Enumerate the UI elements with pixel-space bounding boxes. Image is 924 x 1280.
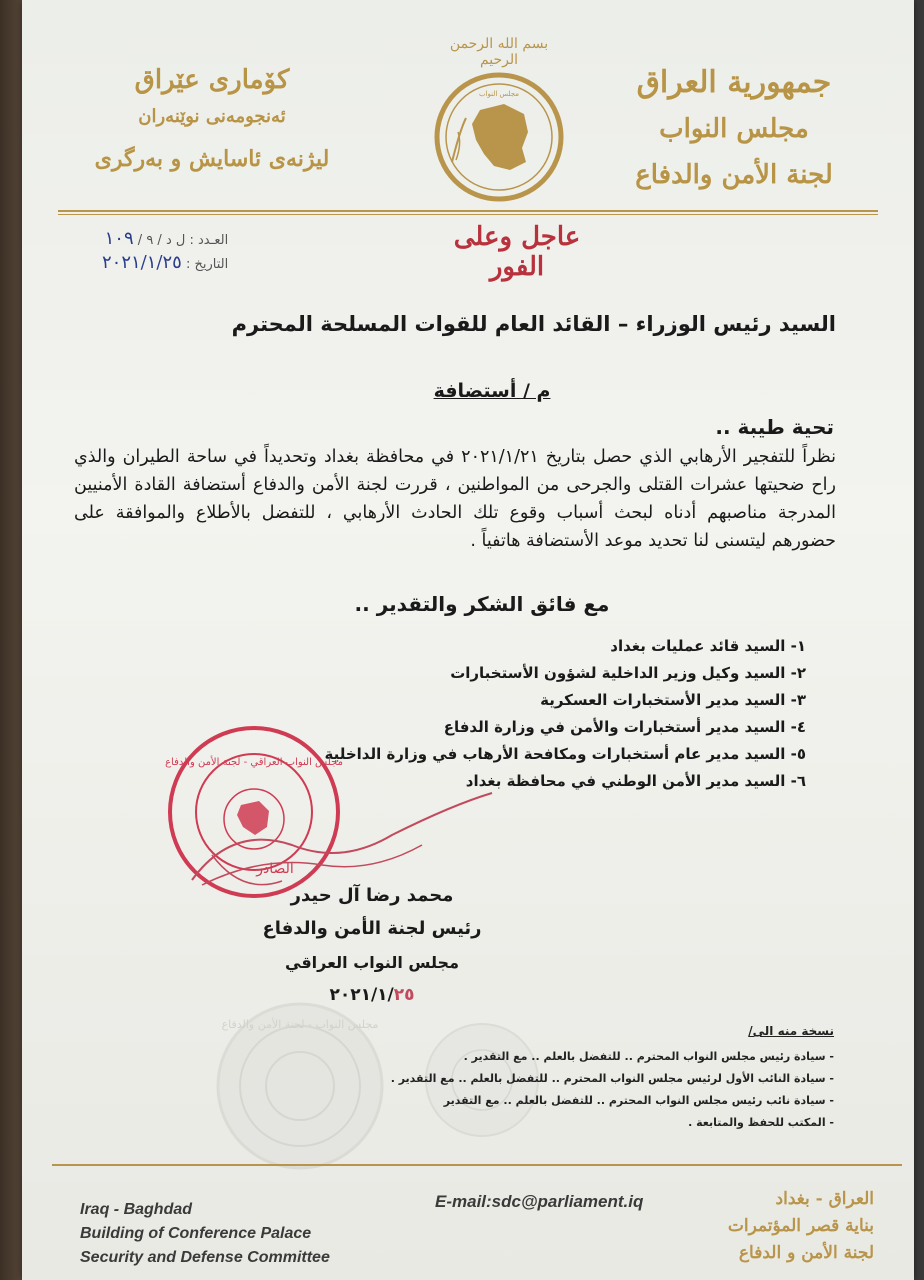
body-paragraph: نظراً للتفجير الأرهابي الذي حصل بتاريخ ٢٠٢١/١/٢١ في محافظة بغداد وتحديداً في ساحة الطيران والذي راح ضحيتها عشرات القتلى والجرحى من المواطنين ، قررت لجنة الأمن والدفاع أستضافة القادة الأمنيين المدرجة مناصبهم أدناه لبحث أسباب وقوع تلك الحادث الأرهابي ، للتفضل بالأطلاع والموافقة على حضورهم ليتسنى لنا تحديد موعد الأستضافة هاتفياً . [74,447,837,551]
footer-en-line: Building of Conference Palace [80,1225,312,1242]
embossed-seal-large [214,1000,386,1172]
copies-item: - المكتب للحفظ والمتابعة . [688,1116,834,1129]
copies-item-text: سيادة النائب الأول لرئيس مجلس النواب المحترم .. للتفضل بالعلم .. مع التقدير . [390,1072,826,1085]
footer-en-line: Security and Defense Committee [80,1249,330,1266]
header-arabic [614,60,854,198]
list-item: ٤- السيد مدير أستخبارات والأمن في وزارة الدفاع [443,718,806,736]
urgent-stamp: عاجل وعلى الفور [453,222,581,282]
basmala: بسم الله الرحمن الرحيم [449,36,549,68]
list-item: ٢- السيد وكيل وزير الداخلية لشؤون الأستخبارات [450,664,806,682]
reference-date-label: التاريخ : [185,257,229,272]
list-item: ٥- السيد مدير عام أستخبارات ومكافحة الأرهاب في وزارة الداخلية [324,745,806,763]
header-divider-thin [58,214,878,215]
header-divider [58,210,878,212]
reference-date-handwritten: ٢٠٢١/١/٢٥ [102,252,182,273]
footer-en-line: Iraq - Baghdad [80,1201,193,1218]
footer-english [80,1198,330,1270]
list-item: ٦- السيد مدير الأمن الوطني في محافظة بغداد [465,772,806,790]
footer-ar-line: بناية قصر المؤتمرات [727,1216,874,1236]
list-item: ١- السيد قائد عمليات بغداد [610,637,806,655]
copies-item: - سيادة نائب رئيس مجلس النواب المحترم .. للتفضل بالعلم .. مع التقدير [443,1094,834,1107]
letter-page [22,0,914,1280]
seal-bottom-text: الصادر [256,861,294,877]
parliament-emblem-icon [432,70,566,204]
signature-date-handwritten: ٢٥ [393,985,415,1005]
header-ku-parliament: ئەنجومەنی نوێنەران [138,106,286,127]
footer-ar-line: لجنة الأمن و الدفاع [738,1243,874,1263]
footer-ar-line: العراق - بغداد [775,1189,874,1209]
copies-block [374,1020,834,1134]
signatory-org: مجلس النواب العراقي [285,953,459,972]
seal-text: مجلس النواب العراقي - لجنة الأمن والدفاع [165,757,343,768]
signatory-name: محمد رضا آل حيدر [290,885,454,906]
header-ku-country: كۆماری عێراق [134,65,290,95]
subject-text: م / أستضافة [433,380,551,402]
reference-number-handwritten: ١٠٩ [104,228,134,249]
signatory-title: رئيس لجنة الأمن والدفاع [262,918,482,939]
copies-item-text: المكتب للحفظ والمتابعة . [688,1116,826,1129]
invitee-list [326,633,806,795]
reference-block [102,228,228,276]
copies-item-text: سيادة رئيس مجلس النواب المحترم .. للتفضل بالعلم .. مع التقدير . [463,1050,826,1063]
subject [332,380,652,402]
footer-arabic [654,1186,874,1267]
signature-block [232,880,512,1010]
list-item: ٣- السيد مدير الأستخبارات العسكرية [540,691,806,709]
closing-thanks: مع فائق الشكر والتقدير .. [354,592,610,616]
addressee: السيد رئيس الوزراء – القائد العام للقوات المسلحة المحترم [231,312,836,336]
greeting: تحية طيبة .. [715,415,834,439]
emboss-text: مجلس النواب - لجنة الأمن والدفاع [221,1018,379,1031]
header-committee: لجنة الأمن والدفاع [635,160,833,190]
emblem-label: مجلس النواب [478,90,520,98]
footer-divider [52,1164,902,1166]
header-country: جمهورية العراق [636,65,832,100]
header-parliament: مجلس النواب [659,114,809,144]
footer-email: E-mail:sdc@parliament.iq [435,1192,644,1211]
signature-date: ٢٠٢١/١/ [329,985,394,1005]
header-ku-committee: لیژنەی ئاسایش و بەرگری [94,146,330,172]
copies-item-text: سيادة نائب رئيس مجلس النواب المحترم .. للتفضل بالعلم .. مع التقدير [443,1094,826,1107]
copies-item: - سيادة النائب الأول لرئيس مجلس النواب المحترم .. للتفضل بالعلم .. مع التقدير . [390,1072,834,1085]
header-kurdish [92,60,332,184]
reference-number-label: العـدد : ل د / ٩ / [137,233,229,248]
copies-item: - سيادة رئيس مجلس النواب المحترم .. للتفضل بالعلم .. مع التقدير . [463,1050,834,1063]
copies-heading: نسخة منه الى/ [748,1024,834,1038]
